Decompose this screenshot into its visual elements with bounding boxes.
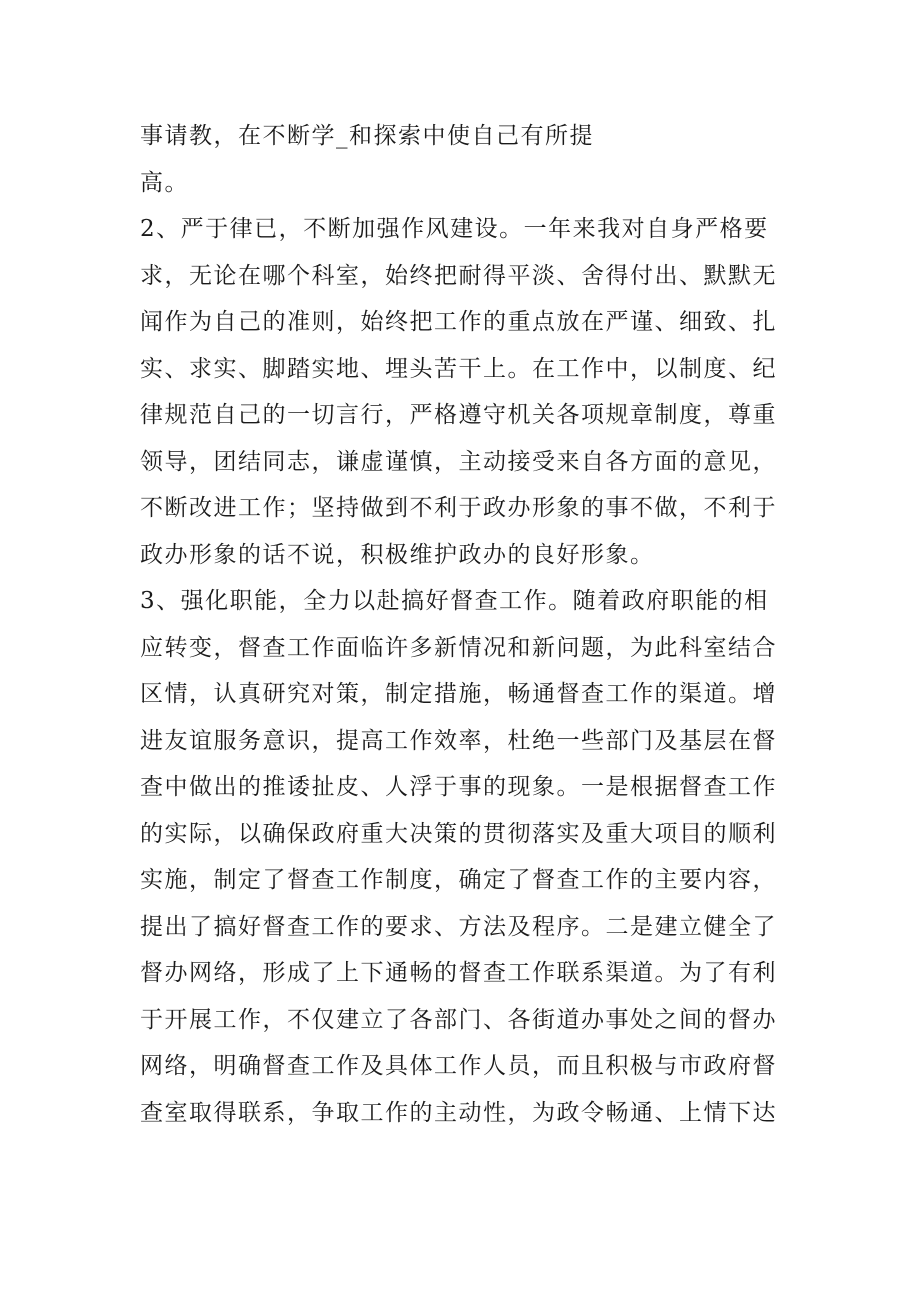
text-line: 实、求实、脚踏实地、埋头苦干上。在工作中，以制度、纪: [140, 355, 777, 382]
text-line: 区情，认真研究对策，制定措施，畅通督查工作的渠道。增: [140, 681, 777, 707]
text-line: 律规范自己的一切言行，严格遵守机关各项规章制度，尊重: [140, 402, 777, 428]
text-line: 闻作为自己的准则，始终把工作的重点放在严谨、细致、扎: [140, 309, 777, 335]
text-line: 事请教，在不断学_和探索中使自己有所提: [140, 123, 594, 149]
text-line: 督办网络，形成了上下通畅的督查工作联系渠道。为了有利: [140, 960, 777, 986]
text-line: 高。: [140, 169, 189, 196]
text-line: 提出了搞好督查工作的要求、方法及程序。二是建立健全了: [140, 913, 777, 940]
document-body: [140, 113, 810, 1136]
text-line: 不断改进工作；坚持做到不利于政办形象的事不做，不利于: [140, 495, 777, 521]
text-line: 领导，团结同志，谦虚谨慎，主动接受来自各方面的意见，: [140, 448, 777, 475]
text-line: 应转变，督查工作面临许多新情况和新问题，为此科室结合: [140, 634, 777, 661]
text-line: 3、强化职能，全力以赴搞好督查工作。随着政府职能的相: [140, 588, 769, 614]
text-line: 于开展工作，不仅建立了各部门、各街道办事处之间的督办: [140, 1006, 777, 1033]
text-line: 求，无论在哪个科室，始终把耐得平淡、舍得付出、默默无: [140, 262, 777, 289]
text-line: 查室取得联系，争取工作的主动性，为政令畅通、上情下达: [140, 1099, 777, 1126]
text-line: 2、严于律已，不断加强作风建设。一年来我对自身严格要: [140, 216, 769, 242]
text-line: 进友谊服务意识，提高工作效率，杜绝一些部门及基层在督: [140, 727, 777, 754]
text-line: 查中做出的推诿扯皮、人浮于事的现象。一是根据督查工作: [140, 774, 777, 800]
text-line: 网络，明确督查工作及具体工作人员，而且积极与市政府督: [140, 1053, 777, 1079]
text-line: 的实际，以确保政府重大决策的贯彻落实及重大项目的顺利: [140, 820, 777, 847]
text-line: 实施，制定了督查工作制度，确定了督查工作的主要内容，: [140, 867, 777, 893]
text-line: 政办形象的话不说，积极维护政办的良好形象。: [140, 541, 655, 568]
